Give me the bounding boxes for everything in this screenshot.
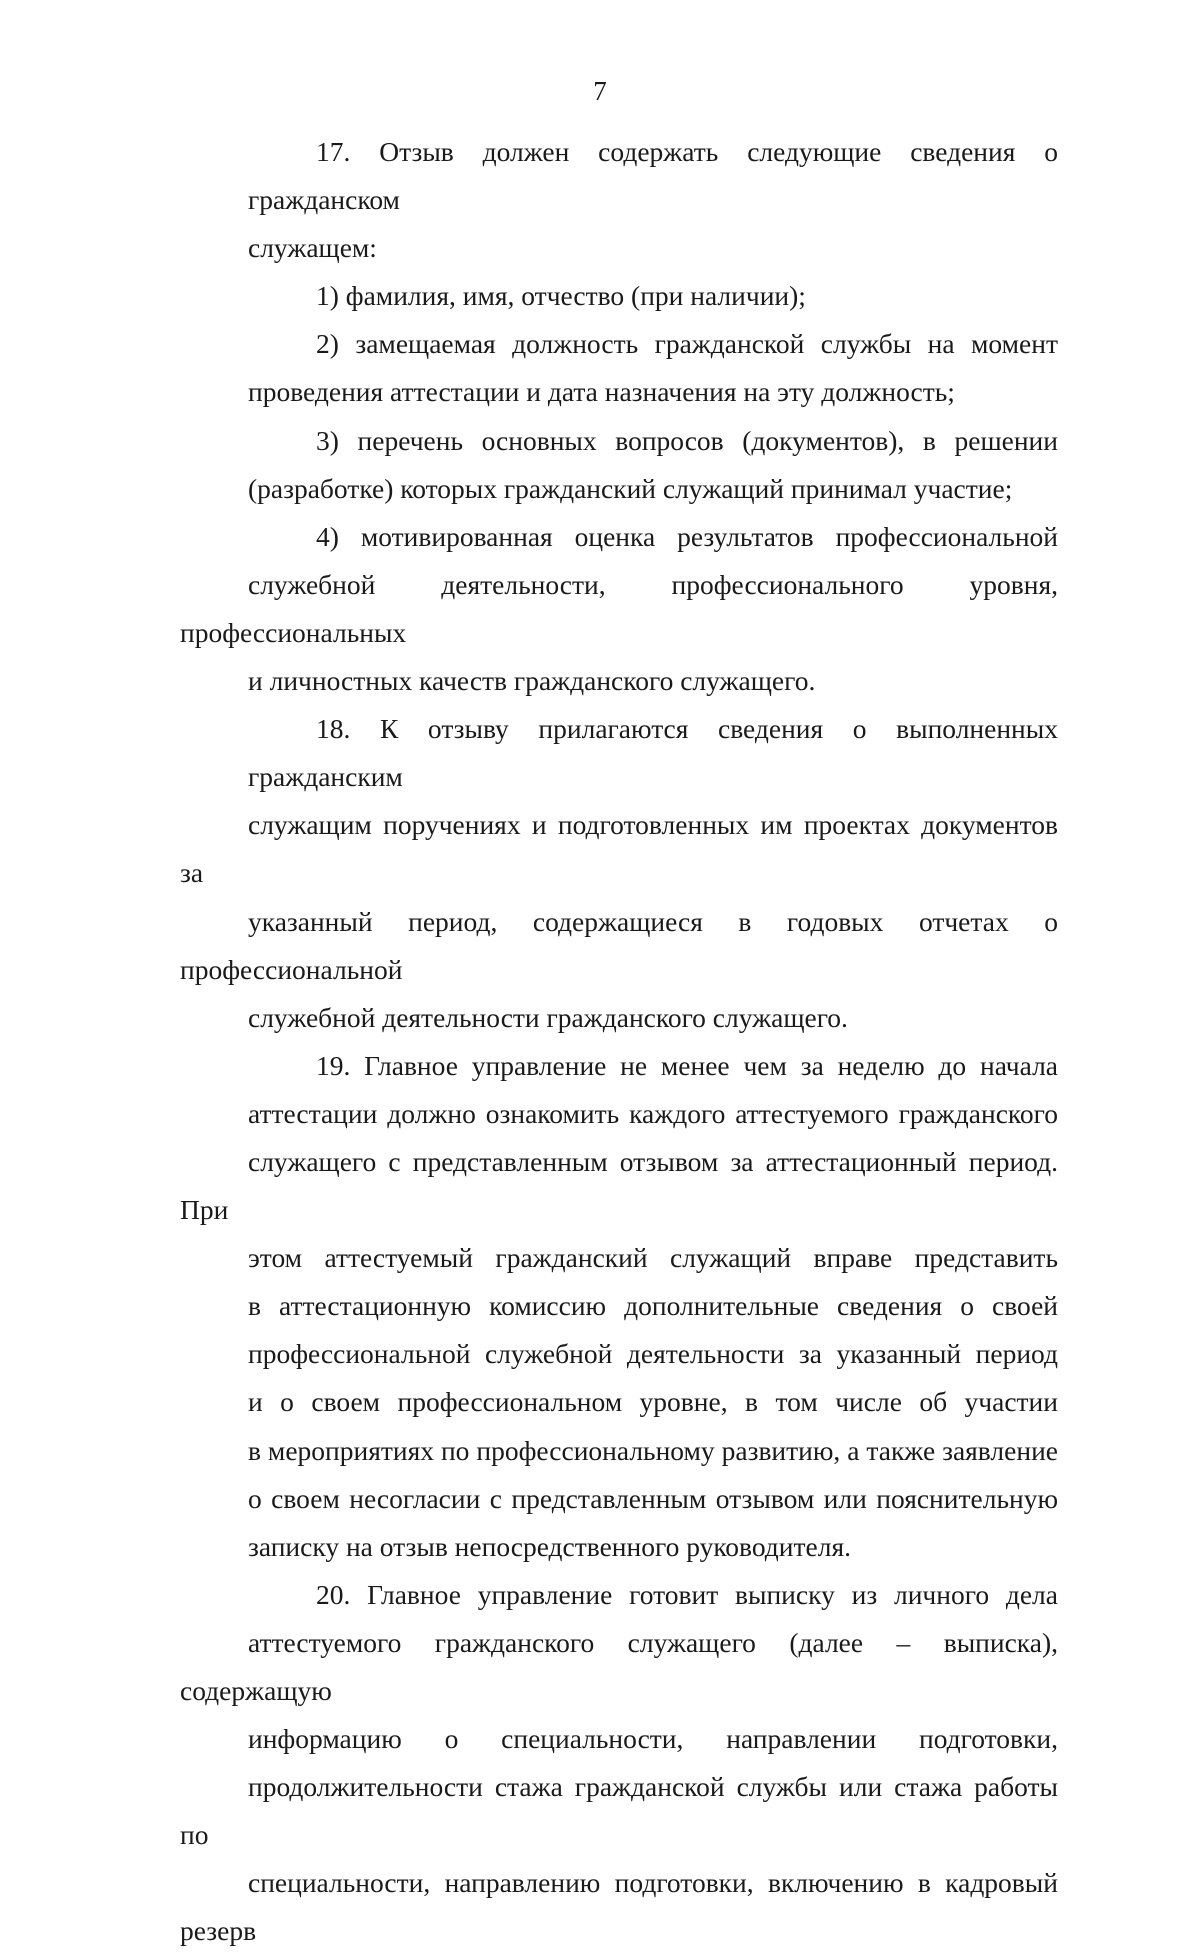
text-line: служебной деятельности гражданского служащего. [248, 1001, 848, 1033]
text-line: о своем несогласии с представленным отзывом или пояснительную [248, 1482, 1058, 1514]
text-line: 4) мотивированная оценка результатов профессиональной [316, 520, 1058, 552]
text-line: 19. Главное управление не менее чем за неделю до начала [316, 1049, 1058, 1081]
text-line: (разработке) которых гражданский служащий принимал участие; [248, 472, 1013, 504]
text-line: служебной деятельности, профессионального уровня, профессиональных [180, 568, 1058, 648]
paragraph-17 [180, 128, 1058, 272]
text-line: информацию о специальности, направлении подготовки, [248, 1723, 1058, 1755]
text-line: служащего с представленным отзывом за аттестационный период. При [180, 1145, 1058, 1226]
text-line: служащим поручениях и подготовленных им проектах документов за [180, 809, 1058, 889]
text-line: профессиональной служебной деятельности за указанный период [248, 1338, 1058, 1370]
text-line: проведения аттестации и дата назначения на эту должность; [248, 376, 955, 408]
text-line: 3) перечень основных вопросов (документов), в решении [316, 424, 1058, 456]
text-line: в мероприятиях по профессиональному развитию, а также заявление [248, 1434, 1058, 1466]
document-body [180, 128, 1058, 1956]
text-line: и о своем профессиональном уровне, в том числе об участии [248, 1386, 1058, 1418]
page-number: 7 [593, 76, 607, 106]
text-line: и личностных качеств гражданского служащего. [248, 665, 816, 697]
paragraph-17-item-3 [180, 417, 1058, 513]
text-line: служащем: [248, 232, 377, 264]
text-line: аттестуемого гражданского служащего (далее – выписка), содержащую [180, 1626, 1058, 1706]
text-line: указанный период, содержащиеся в годовых отчетах о профессиональной [180, 905, 1058, 985]
text-line: 2) замещаемая должность гражданской службы на момент [316, 328, 1058, 360]
paragraph-19 [180, 1042, 1058, 1571]
text-line: продолжительности стажа гражданской службы или стажа работы по [180, 1771, 1058, 1851]
text-line: этом аттестуемый гражданский служащий вправе представить [248, 1242, 1058, 1274]
paragraph-17-item-1 [180, 272, 1058, 320]
paragraph-20 [180, 1571, 1058, 1956]
text-line: 18. К отзыву прилагаются сведения о выполненных гражданским [248, 713, 1058, 793]
text-line: 20. Главное управление готовит выписку из личного дела [316, 1578, 1058, 1610]
text-line: записку на отзыв непосредственного руководителя. [248, 1530, 851, 1562]
paragraph-17-item-4 [180, 513, 1058, 705]
paragraph-18 [180, 705, 1058, 1042]
paragraph-17-item-2 [180, 320, 1058, 416]
text-line: 1) фамилия, имя, отчество (при наличии); [316, 280, 806, 312]
text-line: специальности, направлению подготовки, включению в кадровый резерв [180, 1867, 1058, 1947]
text-line: 17. Отзыв должен содержать следующие сведения о гражданском [248, 136, 1058, 216]
text-line: аттестации должно ознакомить каждого аттестуемого гражданского [248, 1097, 1058, 1129]
text-line: в аттестационную комиссию дополнительные сведения о своей [248, 1290, 1058, 1322]
